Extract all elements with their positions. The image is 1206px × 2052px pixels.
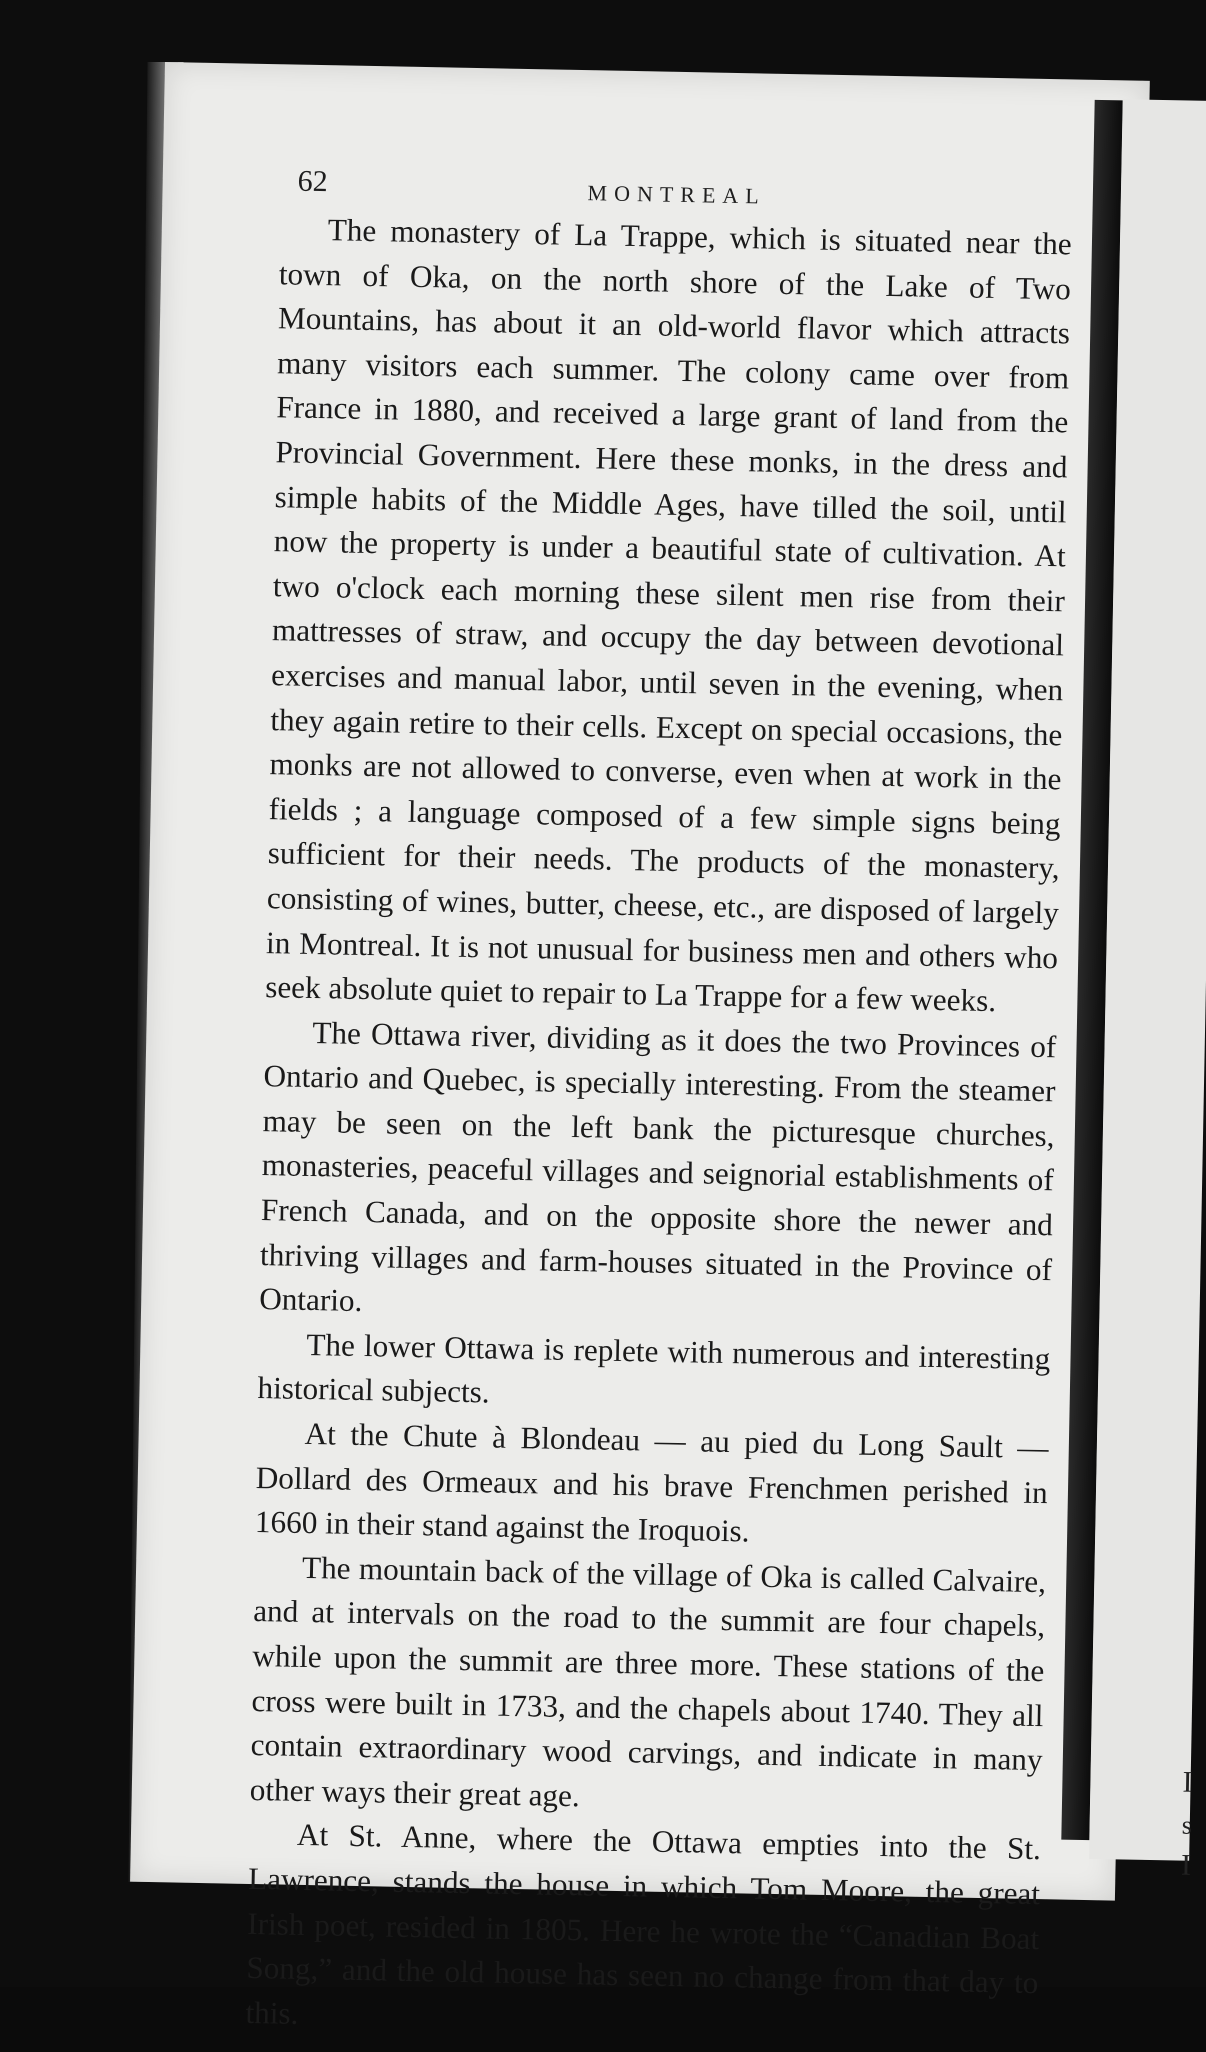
- paragraph-chute-a-blondeau: At the Chute à Blondeau — au pied du Long Sault — Dollard des Ormeaux and his brave Frenchmen perished in 1660 in their stand against the Iroquois.: [254, 1415, 1049, 1549]
- book-page: [130, 62, 1150, 2031]
- paragraph-la-trappe: The monastery of La Trappe, which is situated near the town of Oka, on the north shore of the Lake of Two Mountains, has about it an old-world flavor which attracts many visitors each summer. The colony came over from France in 1880, and received a large grant of land from the Provincial Government. Here these monks, in the dress and simple habits of the Middle Ages, have tilled the soil, until now the property is under a beautiful state of cultivation. At two o'clock each morning these silent men rise from their mattresses of straw, and occupy the day between devotional exercises and manual labor, until seven in the evening, when they again retire to their cells. Except on special occasions, the monks are not allowed to converse, even when at work in the fields ; a language composed of a few simple signs being sufficient for their needs. The products of the monastery, consisting of wines, butter, cheese, etc., are disposed of largely in Montreal. It is not unusual for business men and others who seek absolute quiet to repair to La Trappe for a few weeks.: [264, 212, 1073, 1019]
- paragraph-lower-ottawa: The lower Ottawa is replete with numerous and interesting historical subjects.: [257, 1326, 1051, 1410]
- running-title: MONTREAL: [587, 180, 766, 209]
- next-page-letter: s: [1181, 1810, 1193, 1840]
- page-header: [297, 164, 1038, 209]
- paragraph-st-anne: At St. Anne, where the Ottawa empties into the St. Lawrence, stands the house in which Tom Moore, the great Irish poet, resided in 1805. Here he wrote the “Canadian Boat Song,” and the old house has seen no change from that day to this.: [245, 1817, 1042, 2031]
- page-number: 62: [297, 164, 329, 199]
- next-page-letter: I: [1182, 1765, 1193, 1799]
- page-body: [245, 207, 1072, 2050]
- next-page-letter: I: [1180, 1848, 1192, 1882]
- paragraph-ottawa-river: The Ottawa river, dividing as it does the two Provinces of Ontario and Quebec, is specially interesting. From the steamer may be seen on the left bank the picturesque churches, monasteries, peaceful villages and seignorial establishments of French Canada, and on the opposite shore the newer and thriving villages and farm-houses situated in the Province of Ontario.: [258, 1014, 1057, 1319]
- paragraph-calvaire: The mountain back of the village of Oka is called Calvaire, and at intervals on the road to the summit are four chapels, while upon the summit are three more. These stations of the cross were built in 1733, and the chapels about 1740. They all contain extraordinary wood carvings, and indicate in many other ways their great age.: [249, 1549, 1047, 1814]
